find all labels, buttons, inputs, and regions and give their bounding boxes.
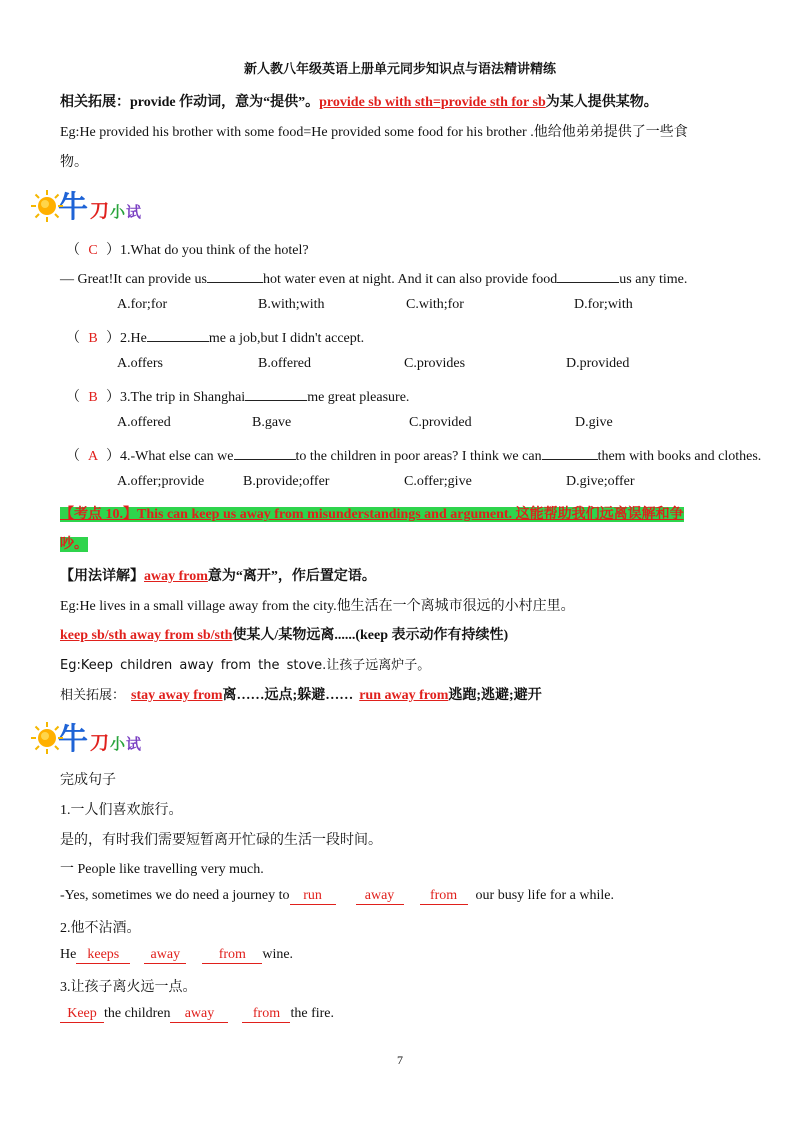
paren-close: ） <box>106 390 120 405</box>
option-d: D.give;offer <box>566 474 635 489</box>
paren-open: （ <box>66 243 80 258</box>
answer: A <box>87 449 99 464</box>
point-10-heading-cont <box>60 533 88 553</box>
option-c: C.provides <box>404 356 466 371</box>
page-number: 7 <box>397 1053 403 1067</box>
option-a: A.for;for <box>117 297 168 312</box>
option-b: B.with;with <box>258 297 325 312</box>
provide-extension <box>60 91 658 111</box>
ext-prefix: 相关拓展：provide 作动词，意为“提供”。 <box>60 95 320 110</box>
sentence-part: the children <box>104 1006 171 1021</box>
answer-blank: run <box>290 888 336 905</box>
sentence-part: -Yes, sometimes we do need a journey to <box>60 888 290 903</box>
page-header: 新人教八年级英语上册单元同步知识点与语法精讲精练 <box>243 61 556 76</box>
keep-suffix: 使某人/某物远离......(keep 表示动作有持续性) <box>232 628 509 643</box>
paren-open: （ <box>66 449 80 464</box>
stem-part: them with books and clothes. <box>597 449 762 464</box>
point-10-line2: 吵。 <box>60 537 88 552</box>
example-provide: Eg:He provided his brother with some food=He provided some food for his brother .他给他弟弟提供了一些食 <box>60 125 688 140</box>
run-away-meaning: 逃跑;逃避;避开 <box>448 688 542 703</box>
related-extension <box>60 684 542 704</box>
point-10-line1: 【考点 10.】This can keep us away from misunderstandings and argument. 这能帮助我们远离误解和争 <box>60 507 684 522</box>
ext2-prefix: 相关拓展： <box>60 688 126 703</box>
option-b: B.gave <box>252 415 292 430</box>
stem-part: us any time. <box>619 272 688 287</box>
answer-blank: Keep <box>60 1006 104 1023</box>
answer-blank: from <box>202 947 262 964</box>
sentence-part: our busy life for a while. <box>475 888 614 903</box>
sentence-3-en <box>60 1006 334 1023</box>
banner-char-3: 小 <box>110 737 126 753</box>
stem-part: 2.He <box>120 331 147 346</box>
banner-char-3: 小 <box>110 205 126 221</box>
question-1 <box>66 239 309 259</box>
option-c: C.offer;give <box>404 474 472 489</box>
banner-char-2: 刀 <box>90 733 110 754</box>
answer-blank: from <box>420 888 468 905</box>
stem-part: 4.-What else can we <box>120 449 234 464</box>
answer: B <box>88 331 98 346</box>
option-c: C.with;for <box>406 297 464 312</box>
banner-char-4: 试 <box>126 737 142 753</box>
example-away-from: Eg:He lives in a small village away from the city.他生活在一个离城市很远的小村庄里。 <box>60 599 575 614</box>
sun-icon <box>30 189 64 223</box>
sentence-1-en-b <box>60 888 614 905</box>
answer-blank: from <box>242 1006 290 1023</box>
option-d: D.give <box>575 415 613 430</box>
stem-part: to the children in poor areas? I think we can <box>295 449 542 464</box>
example-keep: Eg:Keep children away from the stove.让孩子远离炉子。 <box>60 658 431 673</box>
option-b: B.provide;offer <box>243 474 330 489</box>
stem-part: 3.The trip in Shanghai <box>120 390 246 405</box>
sun-icon <box>30 721 64 755</box>
banner-char-1: 牛 <box>58 191 88 224</box>
blank <box>147 327 209 342</box>
sentence-part: wine. <box>262 947 294 962</box>
point-10-heading <box>60 503 684 523</box>
usage-explanation <box>60 565 376 585</box>
paren-close: ） <box>106 449 120 464</box>
paren-open: （ <box>66 390 80 405</box>
stem-part: me a job,but I didn't accept. <box>208 331 365 346</box>
question-3 <box>66 386 409 406</box>
stem-part: me great pleasure. <box>307 390 410 405</box>
example-provide-cont: 物。 <box>60 155 88 170</box>
blank <box>245 386 307 401</box>
sentence-1-cn-a: 1.一人们喜欢旅行。 <box>60 803 183 818</box>
answer: B <box>88 390 98 405</box>
sentence-2-en <box>60 947 293 964</box>
answer-blank: away <box>144 947 186 964</box>
question-4 <box>66 445 761 465</box>
answer-blank: away <box>170 1006 228 1023</box>
option-a: A.offer;provide <box>117 474 205 489</box>
paren-close: ） <box>106 243 120 258</box>
ext-suffix: 为某人提供某物。 <box>545 95 658 110</box>
blank <box>207 268 263 283</box>
stem-part: — Great!It can provide us <box>60 272 207 287</box>
blank <box>234 445 296 460</box>
sentence-2-cn: 2.他不沾酒。 <box>60 921 141 936</box>
paren-close: ） <box>106 331 120 346</box>
sentence-1-cn-b: 是的，有时我们需要短暂离开忙碌的生活一段时间。 <box>60 833 382 848</box>
usage-prefix: 【用法详解】 <box>60 569 144 584</box>
keep-away-rule <box>60 624 508 644</box>
answer: C <box>88 243 98 258</box>
practice-banner <box>30 181 141 223</box>
blank <box>557 268 619 283</box>
sentence-1-en-a: 一 People like travelling very much. <box>60 862 264 877</box>
practice-banner <box>30 713 141 755</box>
provide-phrase: provide sb with sth=provide sth for sb <box>319 95 546 110</box>
stay-away-phrase: stay away from <box>131 688 223 703</box>
option-b: B.offered <box>258 356 311 371</box>
run-away-phrase: run away from <box>359 688 449 703</box>
banner-char-4: 试 <box>126 205 142 221</box>
complete-sentences-title: 完成句子 <box>60 773 116 788</box>
answer-blank: keeps <box>76 947 130 964</box>
question-2 <box>66 327 364 347</box>
stay-away-meaning: 离……远点;躲避…… <box>222 688 354 703</box>
option-c: C.provided <box>409 415 472 430</box>
sentence-3-cn: 3.让孩子离火远一点。 <box>60 980 197 995</box>
option-a: A.offered <box>117 415 171 430</box>
answer-blank: away <box>356 888 404 905</box>
banner-char-1: 牛 <box>58 723 88 756</box>
option-d: D.provided <box>566 356 630 371</box>
option-d: D.for;with <box>574 297 633 312</box>
stem-part: hot water even at night. And it can also provide food <box>262 272 558 287</box>
question-stem: 1.What do you think of the hotel? <box>120 243 309 258</box>
question-1-line2 <box>60 268 687 288</box>
option-a: A.offers <box>117 356 164 371</box>
sentence-part: the fire. <box>290 1006 335 1021</box>
sentence-part: He <box>60 947 77 962</box>
banner-char-2: 刀 <box>90 201 110 222</box>
usage-suffix: 意为“离开”，作后置定语。 <box>207 569 376 584</box>
blank <box>542 445 598 460</box>
away-from-phrase: away from <box>144 569 208 584</box>
keep-phrase: keep sb/sth away from sb/sth <box>60 628 233 643</box>
paren-open: （ <box>66 331 80 346</box>
